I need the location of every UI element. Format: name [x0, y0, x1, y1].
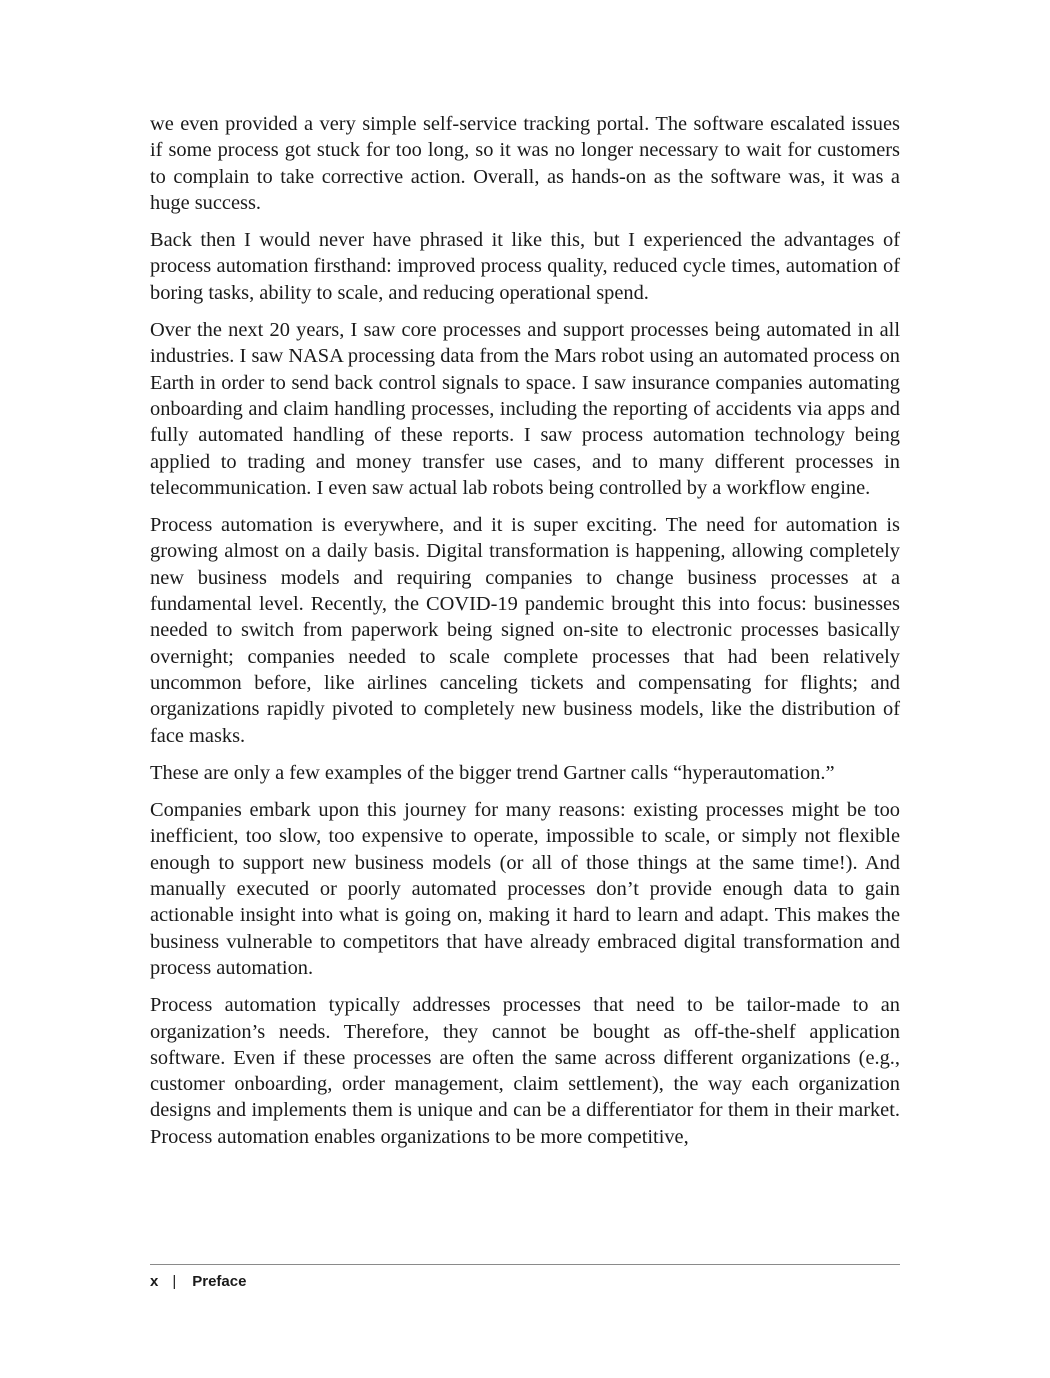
- paragraph-7: Process automation typically addresses processes that need to be tailor-made to an organization’s needs. Therefore, they cannot be bought as off-the-shelf application software. Even if these processes are often the same across different organizations (e.g., customer onboarding, order management, claim settlement), the way each organization designs and implements them is unique and can be a differentiator for them in their market. Process automation enables organizations to be more competitive,: [150, 994, 900, 1148]
- paragraph-3: Over the next 20 years, I saw core processes and support processes being automated in all industries. I saw NASA processing data from the Mars robot using an automated process on Earth in order to send back control signals to space. I saw insurance companies automating onboarding and claim handling processes, including the reporting of accidents via apps and fully automated handling of these reports. I saw process automation technology being applied to trading and money transfer use cases, and to many different processes in telecommunication. I even saw actual lab robots being controlled by a workflow engine.: [150, 319, 900, 499]
- paragraph-6: Companies embark upon this journey for many reasons: existing processes might be too inefficient, too slow, too expensive to operate, impossible to scale, or simply not flexible enough to support new business models (or all of those things at the same time!). And manually executed or poorly automated processes don’t provide enough data to gain actionable insight into what is going on, making it hard to learn and adapt. This makes the business vulnerable to competitors that have already embraced digital transformation and process automation.: [150, 799, 900, 979]
- section-title: Preface: [192, 1273, 247, 1290]
- paragraph-5: These are only a few examples of the bigger trend Gartner calls “hyperautomation.”: [150, 761, 835, 784]
- page-number: x: [150, 1273, 159, 1290]
- page-footer: [150, 1264, 900, 1290]
- paragraph-4: Process automation is everywhere, and it is super exciting. The need for automation is growing almost on a daily basis. Digital transformation is happening, allowing completely new business models and requiring companies to change business processes at a fundamental level. Recently, the COVID-19 pandemic brought this into focus: businesses needed to switch from paperwork being signed on-site to electronic processes basically overnight; companies needed to scale complete processes that had been relatively uncommon before, like airlines canceling tickets and compensating for flights; and organizations rapidly pivoted to completely new business models, like the distribution of face masks.: [150, 514, 900, 747]
- footer-separator: |: [172, 1273, 177, 1290]
- page-body: [150, 111, 900, 1161]
- paragraph-1: we even provided a very simple self-service tracking portal. The software escalated issues if some process got stuck for too long, so it was no longer necessary to wait for customers to complain to take corrective action. Overall, as hands-on as the software was, it was a huge success.: [150, 113, 900, 214]
- paragraph-2: Back then I would never have phrased it like this, but I experienced the advantages of process automation firsthand: improved process quality, reduced cycle times, automation of boring tasks, ability to scale, and reducing operational spend.: [150, 229, 900, 304]
